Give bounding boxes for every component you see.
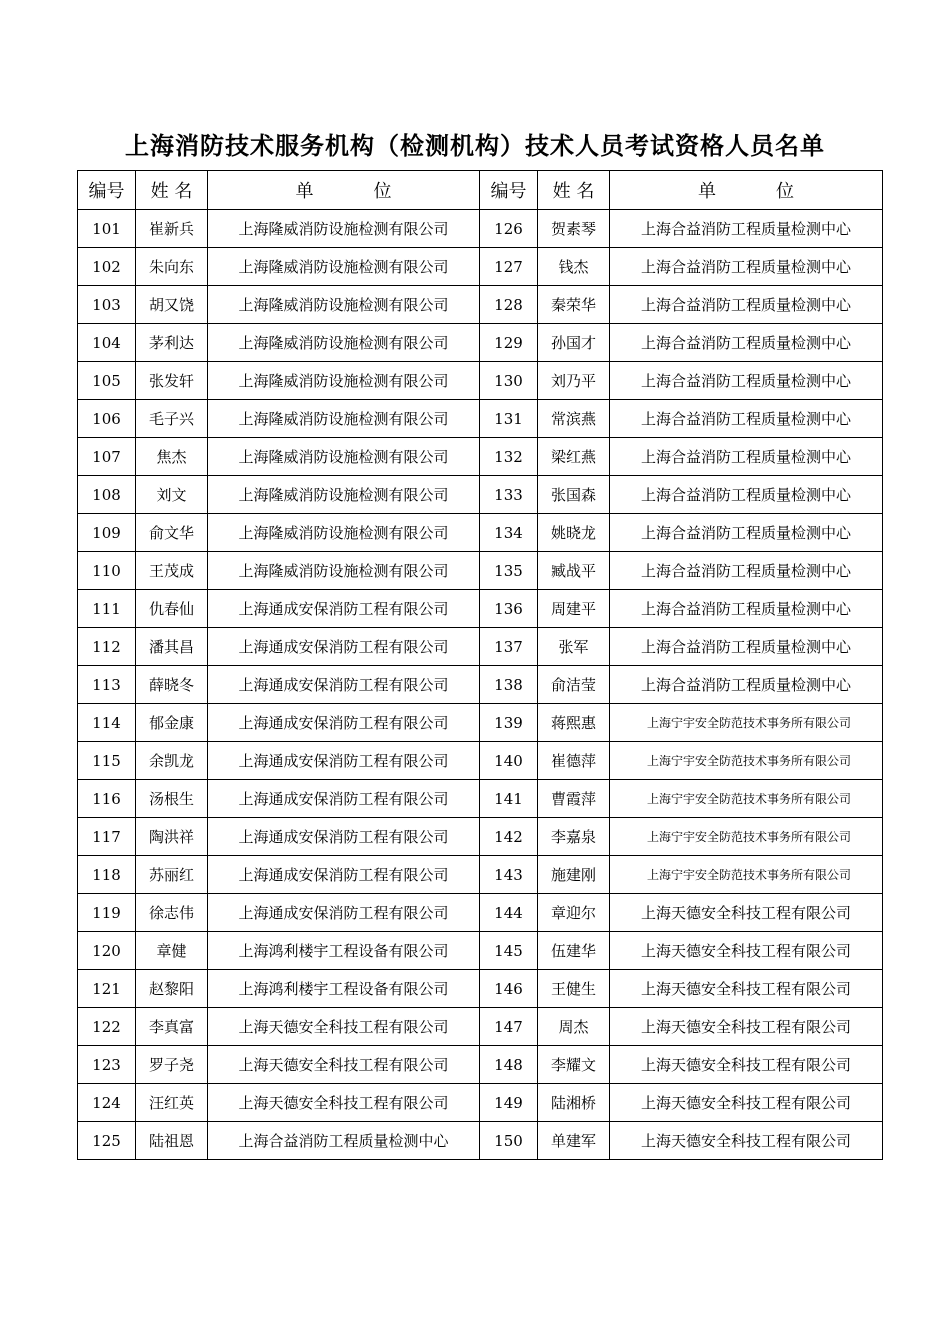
table-row (78, 1008, 883, 1046)
num-cell-right: 134 (480, 514, 538, 552)
unit-cell-right: 上海合益消防工程质量检测中心 (610, 476, 883, 514)
num-cell-left: 117 (78, 818, 136, 856)
unit-cell-right: 上海合益消防工程质量检测中心 (610, 590, 883, 628)
table-row (78, 438, 883, 476)
unit-cell-right: 上海合益消防工程质量检测中心 (610, 628, 883, 666)
page-title: 上海消防技术服务机构（检测机构）技术人员考试资格人员名单 (125, 132, 825, 160)
name-cell-left: 刘文 (136, 476, 208, 514)
table-row (78, 818, 883, 856)
table-row (78, 666, 883, 704)
num-cell-right: 149 (480, 1084, 538, 1122)
name-cell-left: 薛晓冬 (136, 666, 208, 704)
header-row (78, 171, 883, 210)
name-header-left: 姓 名 (136, 171, 208, 210)
num-cell-left: 113 (78, 666, 136, 704)
unit-cell-right: 上海宁宇安全防范技术事务所有限公司 (610, 780, 883, 818)
unit-cell-right: 上海合益消防工程质量检测中心 (610, 362, 883, 400)
unit-cell-left: 上海通成安保消防工程有限公司 (208, 742, 480, 780)
num-cell-left: 106 (78, 400, 136, 438)
unit-header-left-a: 单 (295, 181, 314, 202)
num-cell-left: 104 (78, 324, 136, 362)
unit-cell-left: 上海通成安保消防工程有限公司 (208, 780, 480, 818)
name-cell-right: 周建平 (538, 590, 610, 628)
name-cell-right: 王健生 (538, 970, 610, 1008)
name-cell-left: 汪红英 (136, 1084, 208, 1122)
num-cell-left: 124 (78, 1084, 136, 1122)
unit-cell-left: 上海合益消防工程质量检测中心 (208, 1122, 480, 1160)
table-row (78, 210, 883, 248)
num-cell-right: 126 (480, 210, 538, 248)
name-cell-right: 崔德萍 (538, 742, 610, 780)
name-cell-left: 汤根生 (136, 780, 208, 818)
name-cell-left: 李真富 (136, 1008, 208, 1046)
num-cell-left: 110 (78, 552, 136, 590)
unit-cell-right: 上海天德安全科技工程有限公司 (610, 970, 883, 1008)
num-cell-left: 107 (78, 438, 136, 476)
num-cell-left: 125 (78, 1122, 136, 1160)
unit-cell-left: 上海天德安全科技工程有限公司 (208, 1008, 480, 1046)
table-row (78, 476, 883, 514)
unit-cell-left: 上海隆威消防设施检测有限公司 (208, 324, 480, 362)
unit-cell-right: 上海宁宇安全防范技术事务所有限公司 (610, 856, 883, 894)
num-cell-left: 103 (78, 286, 136, 324)
table-row (78, 1084, 883, 1122)
unit-cell-left: 上海通成安保消防工程有限公司 (208, 628, 480, 666)
name-cell-right: 孙国才 (538, 324, 610, 362)
table-row (78, 514, 883, 552)
num-cell-left: 123 (78, 1046, 136, 1084)
table-row (78, 1122, 883, 1160)
table-row (78, 590, 883, 628)
unit-header-right (610, 171, 883, 210)
unit-header-right-a: 单 (698, 181, 716, 202)
name-cell-left: 苏丽红 (136, 856, 208, 894)
num-cell-left: 101 (78, 210, 136, 248)
unit-cell-right: 上海合益消防工程质量检测中心 (610, 514, 883, 552)
name-cell-left: 罗子尧 (136, 1046, 208, 1084)
unit-cell-left: 上海通成安保消防工程有限公司 (208, 666, 480, 704)
name-cell-right: 贺素琴 (538, 210, 610, 248)
num-cell-right: 150 (480, 1122, 538, 1160)
name-cell-left: 潘其昌 (136, 628, 208, 666)
name-cell-right: 钱杰 (538, 248, 610, 286)
name-cell-left: 朱向东 (136, 248, 208, 286)
num-cell-right: 138 (480, 666, 538, 704)
name-cell-left: 张发轩 (136, 362, 208, 400)
table-row (78, 324, 883, 362)
unit-cell-left: 上海天德安全科技工程有限公司 (208, 1046, 480, 1084)
unit-cell-right: 上海天德安全科技工程有限公司 (610, 894, 883, 932)
table-row (78, 932, 883, 970)
table-row (78, 704, 883, 742)
name-cell-right: 秦荣华 (538, 286, 610, 324)
num-cell-left: 109 (78, 514, 136, 552)
unit-cell-left: 上海隆威消防设施检测有限公司 (208, 438, 480, 476)
num-cell-right: 143 (480, 856, 538, 894)
unit-cell-left: 上海隆威消防设施检测有限公司 (208, 514, 480, 552)
num-cell-left: 116 (78, 780, 136, 818)
num-cell-left: 122 (78, 1008, 136, 1046)
unit-cell-right: 上海合益消防工程质量检测中心 (610, 438, 883, 476)
table-row (78, 400, 883, 438)
unit-header-right-b: 位 (776, 181, 794, 202)
name-cell-right: 章迎尔 (538, 894, 610, 932)
num-cell-left: 120 (78, 932, 136, 970)
unit-cell-right: 上海合益消防工程质量检测中心 (610, 666, 883, 704)
table-row (78, 628, 883, 666)
name-cell-right: 陆湘桥 (538, 1084, 610, 1122)
num-cell-right: 128 (480, 286, 538, 324)
unit-cell-right: 上海合益消防工程质量检测中心 (610, 552, 883, 590)
num-cell-right: 145 (480, 932, 538, 970)
unit-cell-right: 上海合益消防工程质量检测中心 (610, 210, 883, 248)
unit-cell-left: 上海通成安保消防工程有限公司 (208, 704, 480, 742)
table-row (78, 1046, 883, 1084)
num-cell-left: 112 (78, 628, 136, 666)
unit-cell-right: 上海宁宇安全防范技术事务所有限公司 (610, 742, 883, 780)
name-cell-right: 李嘉泉 (538, 818, 610, 856)
num-cell-right: 136 (480, 590, 538, 628)
num-cell-right: 127 (480, 248, 538, 286)
num-cell-right: 146 (480, 970, 538, 1008)
unit-cell-left: 上海鸿利楼宇工程设备有限公司 (208, 970, 480, 1008)
table-row (78, 552, 883, 590)
num-cell-right: 132 (480, 438, 538, 476)
num-cell-right: 129 (480, 324, 538, 362)
unit-cell-left: 上海天德安全科技工程有限公司 (208, 1084, 480, 1122)
num-cell-right: 147 (480, 1008, 538, 1046)
unit-cell-right: 上海天德安全科技工程有限公司 (610, 1122, 883, 1160)
name-cell-right: 曹霞萍 (538, 780, 610, 818)
name-cell-right: 周杰 (538, 1008, 610, 1046)
num-header-left: 编号 (78, 171, 136, 210)
num-cell-right: 135 (480, 552, 538, 590)
unit-cell-left: 上海隆威消防设施检测有限公司 (208, 400, 480, 438)
table-row (78, 894, 883, 932)
num-cell-right: 137 (480, 628, 538, 666)
name-cell-left: 胡又饶 (136, 286, 208, 324)
unit-cell-right: 上海合益消防工程质量检测中心 (610, 248, 883, 286)
num-cell-left: 121 (78, 970, 136, 1008)
num-cell-right: 140 (480, 742, 538, 780)
table-row (78, 856, 883, 894)
name-cell-left: 焦杰 (136, 438, 208, 476)
roster-table (77, 170, 883, 1160)
name-cell-left: 郁金康 (136, 704, 208, 742)
name-cell-left: 陆祖恩 (136, 1122, 208, 1160)
unit-cell-right: 上海合益消防工程质量检测中心 (610, 286, 883, 324)
name-cell-left: 毛子兴 (136, 400, 208, 438)
num-cell-right: 130 (480, 362, 538, 400)
name-cell-right: 姚晓龙 (538, 514, 610, 552)
unit-cell-left: 上海通成安保消防工程有限公司 (208, 894, 480, 932)
name-cell-right: 常滨燕 (538, 400, 610, 438)
unit-cell-left: 上海隆威消防设施检测有限公司 (208, 248, 480, 286)
table-row (78, 970, 883, 1008)
name-cell-left: 崔新兵 (136, 210, 208, 248)
num-cell-right: 148 (480, 1046, 538, 1084)
name-cell-right: 梁红燕 (538, 438, 610, 476)
unit-cell-left: 上海隆威消防设施检测有限公司 (208, 362, 480, 400)
unit-cell-right: 上海合益消防工程质量检测中心 (610, 324, 883, 362)
unit-cell-left: 上海通成安保消防工程有限公司 (208, 590, 480, 628)
name-cell-right: 俞洁莹 (538, 666, 610, 704)
name-cell-right: 单建军 (538, 1122, 610, 1160)
name-cell-left: 仇春仙 (136, 590, 208, 628)
table-row (78, 742, 883, 780)
unit-cell-right: 上海天德安全科技工程有限公司 (610, 1008, 883, 1046)
unit-cell-left: 上海隆威消防设施检测有限公司 (208, 552, 480, 590)
num-cell-right: 144 (480, 894, 538, 932)
unit-cell-left: 上海通成安保消防工程有限公司 (208, 818, 480, 856)
unit-header-left (208, 171, 480, 210)
name-cell-left: 俞文华 (136, 514, 208, 552)
unit-cell-left: 上海鸿利楼宇工程设备有限公司 (208, 932, 480, 970)
name-cell-left: 陶洪祥 (136, 818, 208, 856)
num-cell-right: 141 (480, 780, 538, 818)
name-cell-right: 蒋熙惠 (538, 704, 610, 742)
name-cell-left: 王茂成 (136, 552, 208, 590)
unit-cell-right: 上海宁宇安全防范技术事务所有限公司 (610, 704, 883, 742)
name-cell-left: 赵黎阳 (136, 970, 208, 1008)
name-cell-left: 余凯龙 (136, 742, 208, 780)
unit-cell-right: 上海天德安全科技工程有限公司 (610, 1084, 883, 1122)
table-row (78, 362, 883, 400)
table-row (78, 248, 883, 286)
num-cell-left: 108 (78, 476, 136, 514)
unit-cell-right: 上海天德安全科技工程有限公司 (610, 1046, 883, 1084)
num-cell-right: 131 (480, 400, 538, 438)
name-cell-left: 徐志伟 (136, 894, 208, 932)
name-cell-right: 施建刚 (538, 856, 610, 894)
table-row (78, 286, 883, 324)
name-cell-right: 李耀文 (538, 1046, 610, 1084)
unit-cell-right: 上海天德安全科技工程有限公司 (610, 932, 883, 970)
unit-cell-left: 上海隆威消防设施检测有限公司 (208, 210, 480, 248)
table-row (78, 780, 883, 818)
num-cell-left: 115 (78, 742, 136, 780)
num-cell-right: 142 (480, 818, 538, 856)
unit-header-left-b: 位 (373, 181, 392, 202)
num-cell-left: 102 (78, 248, 136, 286)
name-header-right: 姓 名 (538, 171, 610, 210)
num-cell-left: 119 (78, 894, 136, 932)
unit-cell-right: 上海宁宇安全防范技术事务所有限公司 (610, 818, 883, 856)
name-cell-left: 章健 (136, 932, 208, 970)
name-cell-right: 伍建华 (538, 932, 610, 970)
unit-cell-right: 上海合益消防工程质量检测中心 (610, 400, 883, 438)
unit-cell-left: 上海隆威消防设施检测有限公司 (208, 286, 480, 324)
roster-body (78, 210, 883, 1160)
name-cell-right: 张军 (538, 628, 610, 666)
name-cell-right: 刘乃平 (538, 362, 610, 400)
unit-cell-left: 上海通成安保消防工程有限公司 (208, 856, 480, 894)
num-cell-left: 114 (78, 704, 136, 742)
num-cell-left: 105 (78, 362, 136, 400)
num-cell-right: 139 (480, 704, 538, 742)
name-cell-right: 臧战平 (538, 552, 610, 590)
unit-cell-left: 上海隆威消防设施检测有限公司 (208, 476, 480, 514)
num-cell-left: 118 (78, 856, 136, 894)
num-cell-left: 111 (78, 590, 136, 628)
num-cell-right: 133 (480, 476, 538, 514)
num-header-right: 编号 (480, 171, 538, 210)
name-cell-left: 茅利达 (136, 324, 208, 362)
name-cell-right: 张国森 (538, 476, 610, 514)
